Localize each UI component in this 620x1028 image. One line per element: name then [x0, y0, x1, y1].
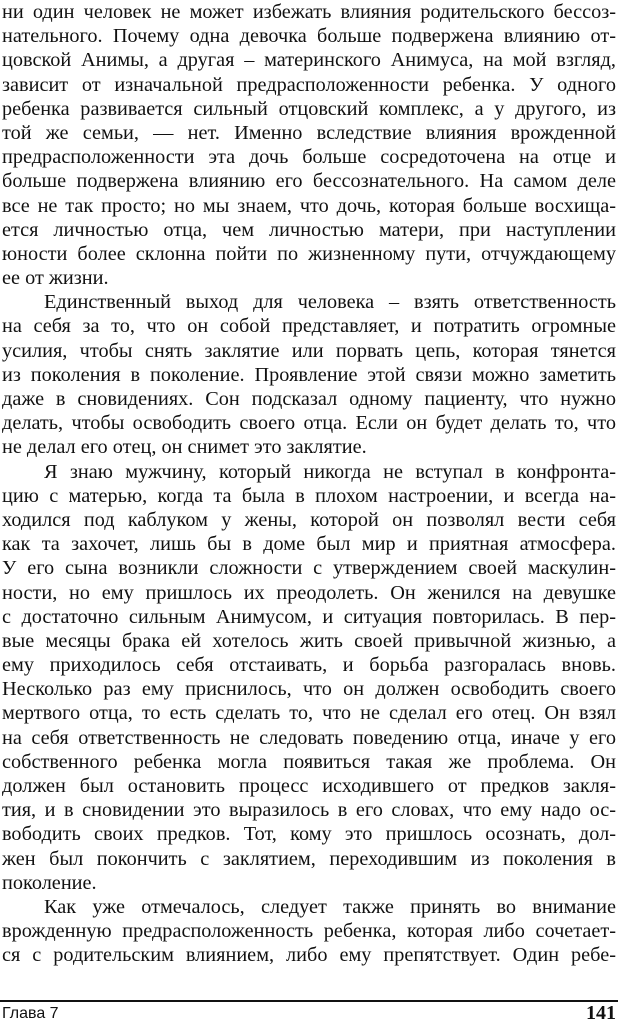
paragraph-first-line: Я знаю мужчину, который никогда не вступал в конфронта- — [44, 460, 616, 483]
text-line: цовской Анимы, а другая – материнского Анимуса, на мой взгляд, — [2, 49, 616, 72]
text-line: на себя за то, что он собой представляет, и потратить огромные — [2, 315, 616, 338]
paragraph-first-line: Как уже отмечалось, следует также принять во внимание — [44, 895, 616, 918]
text-line: ни один человек не может избежать влияния родительского бессоз- — [2, 1, 616, 23]
text-line: зависит от изначальной предрасположенности ребенка. У одного — [2, 73, 616, 96]
text-line: ется личностью отца, чем личностью матери, при наступлении — [2, 218, 616, 241]
text-line: даже в сновидениях. Сон подсказал одному пациенту, что нужно — [2, 388, 616, 410]
footer-divider — [0, 1000, 618, 1002]
text-line: все не так просто; но мы знаем, что дочь, которая больше восхища- — [2, 194, 616, 217]
text-line: больше подвержена влиянию его бессознательного. На самом деле — [2, 170, 616, 193]
text-line: нательного. Почему одна девочка больше подвержена влиянию от- — [2, 25, 616, 48]
text-line: ходился под каблуком у жены, которой он позволял вести себя — [2, 508, 616, 531]
text-line: делать, чтобы освободить своего отца. Если он будет делать то, что — [2, 412, 616, 435]
text-line: той же семьи, — нет. Именно вследствие влияния врожденной — [2, 121, 616, 144]
text-line: Несколько раз ему приснилось, что он должен освободить своего — [2, 678, 616, 701]
text-line: вободить своих предков. Тот, кому это пришлось осознать, дол- — [2, 823, 616, 846]
text-line: жен был покончить с заклятием, переходившим из поколения в — [2, 847, 616, 870]
text-line: ее от жизни. — [2, 267, 109, 290]
paragraph-first-line: Единственный выход для человека – взять ответственность — [44, 291, 616, 314]
text-line: на себя ответственность не следовать поведению отца, иначе у его — [2, 726, 616, 749]
text-line: тия, и в сновидении это выразилось в его словах, что ему надо ос- — [2, 799, 616, 822]
body-text — [2, 0, 616, 968]
text-line: должен был остановить процесс исходившего от предков закля- — [2, 775, 616, 797]
text-line: с достаточно сильным Анимусом, и ситуация повторилась. В пер- — [2, 605, 616, 628]
text-line: не делал его отец, он снимет это заклятие. — [2, 436, 367, 459]
text-line: вые месяцы брака ей хотелось жить своей привычной жизнью, а — [2, 629, 616, 652]
text-line: ности, но ему пришлось их преодолеть. Он женился на девушке — [2, 581, 616, 604]
text-line: собственного ребенка могла появиться такая же проблема. Он — [2, 750, 616, 773]
text-line: юности более склонна пойти по жизненному пути, отчуждающему — [2, 242, 616, 265]
text-line: из поколения в поколение. Проявление этой связи можно заметить — [2, 363, 616, 386]
text-line: предрасположенности эта дочь больше сосредоточена на отце и — [2, 146, 616, 169]
text-line: мертвого отца, то есть сделать то, что не сделал его отец. Он взял — [2, 702, 616, 725]
text-line: У его сына возникли сложности с утверждением своей маскулин- — [2, 557, 616, 580]
text-line: цию с матерью, когда та была в плохом настроении, и всегда на- — [2, 484, 616, 507]
text-line: усилия, чтобы снять заклятие или порвать цепь, которая тянется — [2, 339, 616, 362]
page-number: 141 — [586, 1002, 616, 1024]
chapter-label: Глава 7 — [2, 1005, 59, 1022]
text-line: врожденную предрасположенность ребенка, которая либо сочетает- — [2, 920, 616, 943]
text-line: ребенка развивается сильный отцовский комплекс, а у другого, из — [2, 97, 616, 120]
text-line: поколение. — [2, 871, 97, 894]
text-line: ся с родительским влиянием, либо ему препятствует. Один ребе- — [2, 944, 616, 967]
text-line: ему приходилось себя отстаивать, и борьба разгоралась вновь. — [2, 654, 616, 677]
text-line: как та захочет, лишь бы в доме был мир и приятная атмосфера. — [2, 533, 616, 556]
